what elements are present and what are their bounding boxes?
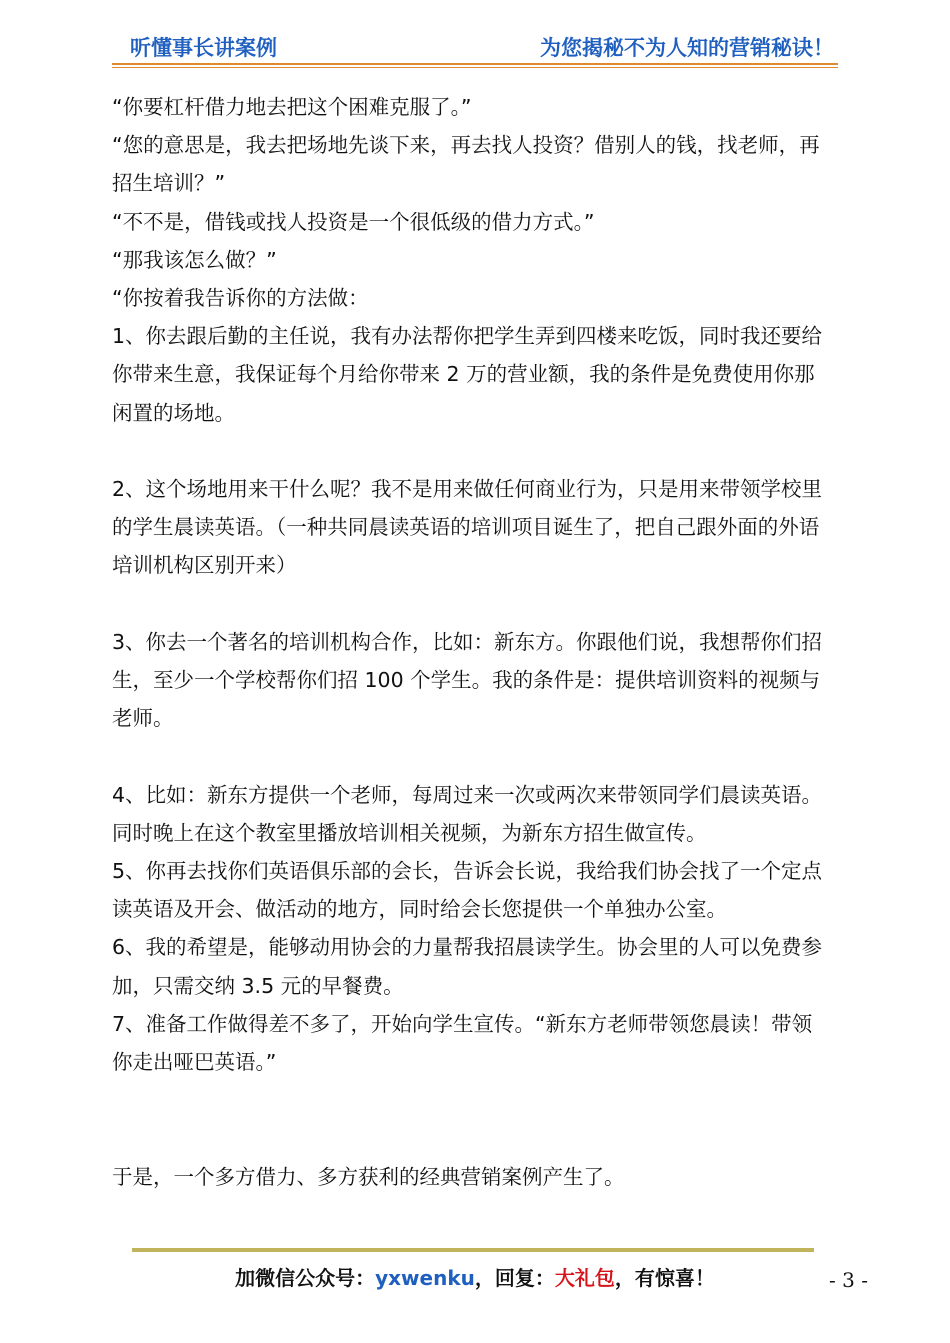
footer-rule [132, 1248, 814, 1252]
list-item: 4、比如：新东方提供一个老师，每周过来一次或两次来带领同学们晨读英语。同时晚上在这个教室里播放培训相关视频，为新东方招生做宣传。 [112, 782, 823, 845]
list-item: 3、你去一个著名的培训机构合作，比如：新东方。你跟他们说，我想帮你们招生，至少一个学校帮你们招 100 个学生。我的条件是：提供培训资料的视频与老师。 [112, 629, 823, 731]
list-item: 6、我的希望是，能够动用协会的力量帮我招晨读学生。协会里的人可以免费参加，只需交纳 3.5 元的早餐费。 [112, 935, 823, 998]
header-title-right: 为您揭秘不为人知的营销秘诀！ [540, 36, 834, 60]
list-item: 7、准备工作做得差不多了，开始向学生宣传。“新东方老师带领您晨读！带领你走出哑巴英语。” [112, 1011, 813, 1075]
spacer [112, 432, 832, 470]
page-header [112, 34, 838, 68]
list-item: 2、这个场地用来干什么呢？我不是用来做任何商业行为，只是用来带领学校里的学生晨读英语。（一种共同晨读英语的培训项目诞生了，把自己跟外面的外语培训机构区别开来） [112, 477, 823, 578]
footer-prefix: 加微信公众号： [235, 1266, 376, 1290]
document-body [112, 88, 832, 1196]
header-rule [112, 63, 838, 65]
footer-account: yxwenku [375, 1266, 475, 1290]
paragraph: “您的意思是，我去把场地先谈下来，再去找人投资？借别人的钱，找老师，再招生培训？” [112, 133, 820, 196]
conclusion-paragraph: 于是，一个多方借力、多方获利的经典营销案例产生了。 [112, 1164, 625, 1189]
paragraph: “不不是，借钱或找人投资是一个很低级的借力方式。” [112, 209, 595, 234]
header-rule-thin [112, 67, 838, 68]
page-footer [0, 1264, 950, 1292]
paragraph: “那我该怎么做？” [112, 247, 277, 272]
spacer [112, 585, 832, 623]
footer-suffix: ，有惊喜！ [614, 1266, 715, 1290]
list-item: 5、你再去找你们英语俱乐部的会长，告诉会长说，我给我们协会找了一个定点读英语及开会、做活动的地方，同时给会长您提供一个单独办公室。 [112, 859, 823, 922]
page-number: - 3 - [829, 1268, 868, 1292]
header-title-left: 听懂事长讲案例 [130, 36, 277, 60]
list-item: 1、你去跟后勤的主任说，我有办法帮你把学生弄到四楼来吃饭，同时我还要给你带来生意，我保证每个月给你带来 2 万的营业额，我的条件是免费使用你那闲置的场地。 [112, 324, 823, 425]
paragraph: “你要杠杆借力地去把这个困难克服了。” [112, 95, 472, 119]
spacer [112, 1081, 832, 1157]
footer-keyword: 大礼包 [554, 1266, 615, 1290]
footer-middle: ，回复： [474, 1266, 555, 1290]
spacer [112, 737, 832, 775]
paragraph: “你按着我告诉你的方法做： [112, 286, 369, 311]
